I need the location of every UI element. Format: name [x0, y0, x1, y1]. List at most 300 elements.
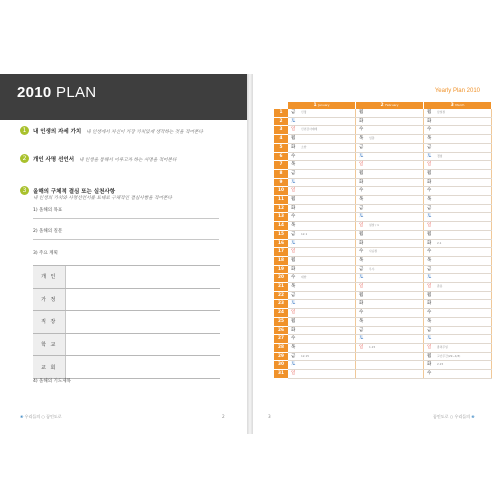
weekday-label: 수	[291, 153, 296, 159]
calendar-cell-feb[interactable]	[356, 256, 424, 265]
page-number-right: 3	[268, 414, 271, 419]
header-band	[0, 74, 247, 120]
weekday-label: 수	[359, 310, 364, 316]
weekday-label: 수	[427, 127, 432, 133]
calendar-row	[274, 300, 492, 309]
plan-grid-row	[33, 333, 220, 356]
calendar-cell-mar[interactable]	[424, 300, 492, 309]
grid-field-work[interactable]	[66, 311, 221, 334]
title-word: PLAN	[56, 84, 97, 101]
day-note: 고난주간(29~4/3)	[437, 353, 461, 358]
weekday-label: 화	[291, 327, 296, 333]
plan-grid-row	[33, 311, 220, 334]
calendar-cell-feb[interactable]	[356, 300, 424, 309]
calendar-row	[274, 283, 492, 292]
calendar-row	[274, 317, 492, 326]
calendar-cell-mar[interactable]	[424, 143, 492, 152]
calendar-cell-jan[interactable]	[288, 256, 356, 265]
calendar-cell-jan[interactable]	[288, 265, 356, 274]
calendar-cell-mar[interactable]	[424, 196, 492, 205]
grid-label-church: 교 회	[33, 356, 66, 379]
calendar-cell-jan[interactable]	[288, 126, 356, 135]
calendar-cell-mar[interactable]	[424, 135, 492, 144]
handwriting-3: 내 인생의 가치와 사명선언서를 토대로 구체적인 결심사항을 적어본다	[33, 196, 172, 201]
calendar-cell-jan[interactable]	[288, 370, 356, 379]
weekday-label: 월	[427, 292, 432, 298]
month-1-name: January	[318, 103, 330, 107]
day-number: 19	[274, 265, 288, 274]
calendar-row	[274, 326, 492, 335]
day-number: 28	[274, 343, 288, 352]
calendar-cell-mar[interactable]	[424, 239, 492, 248]
weekday-label: 금	[291, 231, 296, 237]
grid-label-work: 직 장	[33, 311, 66, 334]
footer-right	[433, 414, 475, 420]
day-number: 30	[274, 361, 288, 370]
day-number: 15	[274, 230, 288, 239]
day-note: 12.15	[301, 353, 310, 358]
calendar-cell-mar[interactable]	[424, 204, 492, 213]
weekday-label: 월	[427, 231, 432, 237]
footer-left-text: 우리들의 ○ 꿈인도로	[24, 414, 62, 419]
calendar-cell-mar[interactable]	[424, 291, 492, 300]
day-note: 우수	[369, 266, 375, 271]
day-note: 대한	[301, 275, 307, 280]
question-number-1: 1	[20, 126, 29, 135]
grid-field-personal[interactable]	[66, 266, 221, 289]
calendar-cell-feb[interactable]	[356, 109, 424, 117]
weekday-label: 토	[291, 118, 296, 124]
weekday-label: 금	[291, 292, 296, 298]
weekday-label: 목	[291, 284, 296, 290]
weekday-label: 수	[291, 336, 296, 342]
calendar-cell-mar[interactable]	[424, 169, 492, 178]
month-header-3	[424, 102, 492, 109]
weekday-label: 수	[427, 249, 432, 255]
weekday-label: 수	[359, 188, 364, 194]
calendar-cell-jan[interactable]	[288, 343, 356, 352]
page-title	[17, 84, 96, 101]
right-page	[253, 74, 500, 434]
day-number: 11	[274, 196, 288, 205]
day-note: 춘분	[437, 284, 443, 289]
weekday-label: 일	[291, 127, 296, 133]
grid-label-family: 가 정	[33, 288, 66, 311]
calendar-cell-feb[interactable]	[356, 265, 424, 274]
weekday-label: 월	[427, 353, 432, 359]
weekday-label: 수	[291, 275, 296, 281]
left-page	[0, 74, 247, 434]
day-note: 신정	[301, 110, 307, 114]
calendar-cell-feb[interactable]	[356, 117, 424, 126]
calendar-cell-feb[interactable]	[356, 230, 424, 239]
calendar-cell-feb[interactable]	[356, 152, 424, 161]
weekday-label: 목	[291, 162, 296, 168]
calendar-row	[274, 161, 492, 170]
calendar-cell-mar[interactable]	[424, 117, 492, 126]
calendar-cell-jan[interactable]	[288, 169, 356, 178]
calendar-cell-jan[interactable]	[288, 230, 356, 239]
calendar-cell-feb[interactable]	[356, 361, 424, 370]
day-number: 27	[274, 335, 288, 344]
weekday-label: 토	[427, 336, 432, 342]
calendar-cell-jan[interactable]	[288, 178, 356, 187]
weekday-label: 토	[359, 214, 364, 220]
handwriting-1: 내 인생에서 자신이 가장 가치있게 생각하는 것을 적어본다	[86, 130, 203, 135]
calendar-row	[274, 178, 492, 187]
weekday-label: 금	[427, 205, 432, 211]
calendar-cell-feb[interactable]	[356, 343, 424, 352]
weekday-label: 금	[291, 353, 296, 359]
weekday-label: 일	[359, 162, 364, 168]
weekday-label: 월	[427, 170, 432, 176]
weekday-label: 수	[427, 188, 432, 194]
day-number: 29	[274, 352, 288, 361]
calendar-row	[274, 143, 492, 152]
weekday-label: 수	[427, 310, 432, 316]
calendar-cell-mar[interactable]	[424, 161, 492, 170]
grid-label-personal: 개 인	[33, 266, 66, 289]
day-number: 2	[274, 117, 288, 126]
calendar-row	[274, 187, 492, 196]
month-3-num: 3	[450, 103, 454, 108]
sub-label-prayer: 4) 올해의 기도제목	[33, 379, 71, 384]
calendar-cell-feb[interactable]	[356, 135, 424, 144]
weekday-label: 월	[359, 231, 364, 237]
weekday-label: 월	[359, 170, 364, 176]
calendar-cell-jan[interactable]	[288, 222, 356, 231]
calendar-cell-feb[interactable]	[356, 326, 424, 335]
calendar-cell-mar[interactable]	[424, 126, 492, 135]
day-note: 신년감사예배	[301, 127, 318, 132]
footer-right-text: 꿈인도로 ○ 우리들의	[433, 414, 470, 419]
day-number: 18	[274, 256, 288, 265]
calendar-cell-feb[interactable]	[356, 352, 424, 361]
weekday-label: 목	[427, 318, 432, 324]
day-number: 17	[274, 248, 288, 257]
title-year: 2010	[17, 84, 52, 101]
weekday-label: 금	[359, 205, 364, 211]
weekday-label: 월	[291, 136, 296, 142]
calendar-row	[274, 335, 492, 344]
weekday-label: 수	[291, 214, 296, 220]
weekday-label: 금	[427, 327, 432, 333]
calendar-cell-mar[interactable]	[424, 361, 492, 370]
calendar-cell-feb[interactable]	[356, 161, 424, 170]
month-2-name: February	[385, 103, 399, 107]
weekday-label: 목	[359, 318, 364, 324]
weekday-label: 일	[427, 284, 432, 290]
weekday-label: 화	[359, 118, 364, 124]
weekday-label: 토	[291, 362, 296, 368]
grid-field-church[interactable]	[66, 356, 221, 379]
calendar-cell-feb[interactable]	[356, 317, 424, 326]
calendar-cell-jan[interactable]	[288, 274, 356, 283]
calendar-cell-jan[interactable]	[288, 317, 356, 326]
weekday-label: 일	[427, 223, 432, 229]
weekday-label: 일	[291, 249, 296, 255]
weekday-label: 월	[359, 110, 364, 115]
weekday-label: 토	[359, 153, 364, 159]
day-number: 4	[274, 135, 288, 144]
day-number: 24	[274, 309, 288, 318]
day-number: 14	[274, 222, 288, 231]
calendar-row	[274, 126, 492, 135]
day-number: 7	[274, 161, 288, 170]
plan-grid-row	[33, 288, 220, 311]
grid-field-family[interactable]	[66, 288, 221, 311]
calendar-row	[274, 343, 492, 352]
question-label-1-text: 내 인생의 자세 가치	[33, 129, 82, 135]
calendar-cell-mar[interactable]	[424, 265, 492, 274]
weekday-label: 화	[291, 144, 296, 150]
calendar-row	[274, 213, 492, 222]
plan-grid-row	[33, 266, 220, 289]
weekday-label: 토	[291, 301, 296, 307]
month-header-1	[288, 102, 356, 109]
calendar-cell-mar[interactable]	[424, 178, 492, 187]
day-number: 10	[274, 187, 288, 196]
day-note: 사순절	[369, 249, 378, 254]
calendar-cell-mar[interactable]	[424, 326, 492, 335]
weekday-label: 목	[291, 344, 296, 350]
weekday-label: 토	[359, 336, 364, 342]
calendar-cell-feb[interactable]	[356, 204, 424, 213]
day-number: 25	[274, 317, 288, 326]
calendar-cell-jan[interactable]	[288, 187, 356, 196]
calendar-cell-jan[interactable]	[288, 352, 356, 361]
calendar-cell-jan[interactable]	[288, 117, 356, 126]
day-note: 입춘	[369, 136, 375, 141]
calendar-cell-feb[interactable]	[356, 370, 424, 379]
weekday-label: 수	[427, 371, 432, 377]
weekday-label: 일	[291, 310, 296, 316]
calendar-cell-mar[interactable]	[424, 283, 492, 292]
calendar-cell-mar[interactable]	[424, 152, 492, 161]
calendar-cell-mar[interactable]	[424, 256, 492, 265]
weekday-label: 월	[291, 257, 296, 263]
day-note: 삼일절	[437, 110, 446, 114]
day-note: 종려주일	[437, 344, 448, 349]
calendar-cell-feb[interactable]	[356, 222, 424, 231]
calendar-header-row	[274, 102, 492, 109]
calendar-cell-feb[interactable]	[356, 196, 424, 205]
calendar-row	[274, 152, 492, 161]
calendar-cell-mar[interactable]	[424, 109, 492, 117]
sub-label-plan: 3) 주요 계획	[33, 251, 58, 256]
calendar-cell-feb[interactable]	[356, 143, 424, 152]
calendar-row	[274, 135, 492, 144]
weekday-label: 화	[427, 240, 432, 246]
calendar-cell-mar[interactable]	[424, 230, 492, 239]
grid-label-school: 학 교	[33, 333, 66, 356]
handwriting-2: 내 인생을 통해서 이루고자 하는 사명을 적어본다	[78, 158, 177, 163]
grid-field-school[interactable]	[66, 333, 221, 356]
calendar-cell-mar[interactable]	[424, 213, 492, 222]
weekday-label: 토	[427, 214, 432, 220]
calendar-cell-feb[interactable]	[356, 178, 424, 187]
weekday-label: 화	[427, 301, 432, 307]
month-2-num: 2	[380, 103, 384, 108]
calendar-cell-jan[interactable]	[288, 291, 356, 300]
weekday-label: 월	[427, 110, 432, 115]
weekday-label: 목	[359, 197, 364, 203]
weekday-label: 토	[359, 275, 364, 281]
weekday-label: 화	[291, 266, 296, 272]
day-number: 3	[274, 126, 288, 135]
day-number: 12	[274, 204, 288, 213]
question-label-3: 올해의 구체적 결심 또는 실천사항	[33, 189, 116, 195]
day-number: 6	[274, 152, 288, 161]
calendar-row	[274, 222, 492, 231]
day-number: 31	[274, 370, 288, 379]
weekday-label: 일	[427, 344, 432, 350]
plan-grid	[33, 265, 220, 379]
calendar-cell-jan[interactable]	[288, 109, 356, 117]
calendar-row	[274, 361, 492, 370]
calendar-cell-mar[interactable]	[424, 274, 492, 283]
weekday-label: 일	[359, 223, 364, 229]
weekday-label: 토	[427, 153, 432, 159]
calendar-cell-feb[interactable]	[356, 283, 424, 292]
day-note: 2.1	[437, 240, 442, 245]
day-number: 21	[274, 283, 288, 292]
calendar-cell-jan[interactable]	[288, 161, 356, 170]
question-number-2: 2	[20, 154, 29, 163]
calendar-cell-mar[interactable]	[424, 248, 492, 257]
calendar-row	[274, 109, 492, 117]
calendar-cell-jan[interactable]	[288, 196, 356, 205]
calendar-cell-mar[interactable]	[424, 309, 492, 318]
calendar-row	[274, 169, 492, 178]
calendar-cell-jan[interactable]	[288, 283, 356, 292]
calendar-cell-jan[interactable]	[288, 143, 356, 152]
weekday-label: 화	[427, 118, 432, 124]
calendar-cell-feb[interactable]	[356, 126, 424, 135]
calendar-row	[274, 256, 492, 265]
page-number-left: 2	[222, 414, 225, 419]
calendar-cell-feb[interactable]	[356, 169, 424, 178]
calendar-row	[274, 204, 492, 213]
weekday-label: 금	[359, 144, 364, 150]
calendar-cell-mar[interactable]	[424, 222, 492, 231]
footer-left	[20, 414, 62, 420]
weekday-label: 목	[359, 136, 364, 142]
day-note: 설날 / 1	[369, 223, 379, 228]
weekday-label: 일	[359, 284, 364, 290]
calendar-cell-jan[interactable]	[288, 335, 356, 344]
weekday-label: 일	[291, 188, 296, 194]
weekday-label: 금	[427, 144, 432, 150]
calendar-row	[274, 196, 492, 205]
day-number: 8	[274, 169, 288, 178]
weekday-label: 금	[291, 170, 296, 176]
weekday-label: 금	[359, 266, 364, 272]
weekday-label: 화	[427, 179, 432, 185]
weekday-label: 일	[427, 162, 432, 168]
weekday-label: 토	[291, 240, 296, 246]
day-number-header	[274, 102, 288, 109]
day-number: 1	[274, 109, 288, 117]
calendar-row	[274, 239, 492, 248]
calendar-cell-jan[interactable]	[288, 204, 356, 213]
weekday-label: 목	[359, 257, 364, 263]
calendar-cell-mar[interactable]	[424, 370, 492, 379]
calendar-cell-jan[interactable]	[288, 248, 356, 257]
calendar-cell-feb[interactable]	[356, 291, 424, 300]
calendar-cell-feb[interactable]	[356, 213, 424, 222]
weekday-label: 일	[291, 371, 296, 377]
calendar-row	[274, 230, 492, 239]
calendar-cell-feb[interactable]	[356, 239, 424, 248]
question-label-2-text: 개인 사명 선언서	[33, 157, 75, 163]
weekday-label: 금	[291, 110, 296, 115]
day-number: 5	[274, 143, 288, 152]
day-number: 16	[274, 239, 288, 248]
calendar-row	[274, 291, 492, 300]
question-label-1	[33, 127, 203, 135]
calendar-cell-mar[interactable]	[424, 352, 492, 361]
calendar-cell-jan[interactable]	[288, 309, 356, 318]
calendar-cell-feb[interactable]	[356, 335, 424, 344]
weekday-label: 월	[291, 197, 296, 203]
calendar-cell-mar[interactable]	[424, 335, 492, 344]
day-note: 1.15	[369, 344, 376, 349]
calendar-cell-feb[interactable]	[356, 274, 424, 283]
calendar-cell-jan[interactable]	[288, 152, 356, 161]
day-number: 26	[274, 326, 288, 335]
weekday-label: 화	[291, 205, 296, 211]
weekday-label: 수	[359, 127, 364, 133]
weekday-label: 화	[359, 240, 364, 246]
calendar-cell-jan[interactable]	[288, 361, 356, 370]
calendar-row	[274, 265, 492, 274]
calendar-row	[274, 309, 492, 318]
calendar-cell-mar[interactable]	[424, 317, 492, 326]
weekday-label: 월	[359, 292, 364, 298]
weekday-label: 화	[359, 179, 364, 185]
day-number: 22	[274, 291, 288, 300]
calendar-cell-feb[interactable]	[356, 309, 424, 318]
flower-icon: ❀	[20, 414, 24, 419]
question-label-2	[33, 155, 176, 163]
calendar-cell-jan[interactable]	[288, 135, 356, 144]
weekday-label: 수	[359, 249, 364, 255]
day-note: 12.1	[301, 231, 308, 236]
day-number: 9	[274, 178, 288, 187]
question-number-3: 3	[20, 186, 29, 195]
weekday-label: 토	[291, 179, 296, 185]
month-header-2	[356, 102, 424, 109]
plan-grid-row	[33, 356, 220, 379]
weekday-label: 목	[291, 223, 296, 229]
calendar-cell-jan[interactable]	[288, 239, 356, 248]
calendar-row	[274, 352, 492, 361]
calendar-cell-mar[interactable]	[424, 187, 492, 196]
calendar-cell-jan[interactable]	[288, 326, 356, 335]
sub-label-goal: 1) 올해의 목표	[33, 208, 63, 213]
calendar-row	[274, 274, 492, 283]
calendar-cell-jan[interactable]	[288, 213, 356, 222]
weekday-label: 목	[427, 136, 432, 142]
calendar-row	[274, 248, 492, 257]
calendar-cell-jan[interactable]	[288, 300, 356, 309]
calendar-cell-mar[interactable]	[424, 343, 492, 352]
calendar-cell-feb[interactable]	[356, 248, 424, 257]
calendar-cell-feb[interactable]	[356, 187, 424, 196]
calendar-row	[274, 370, 492, 379]
day-number: 13	[274, 213, 288, 222]
